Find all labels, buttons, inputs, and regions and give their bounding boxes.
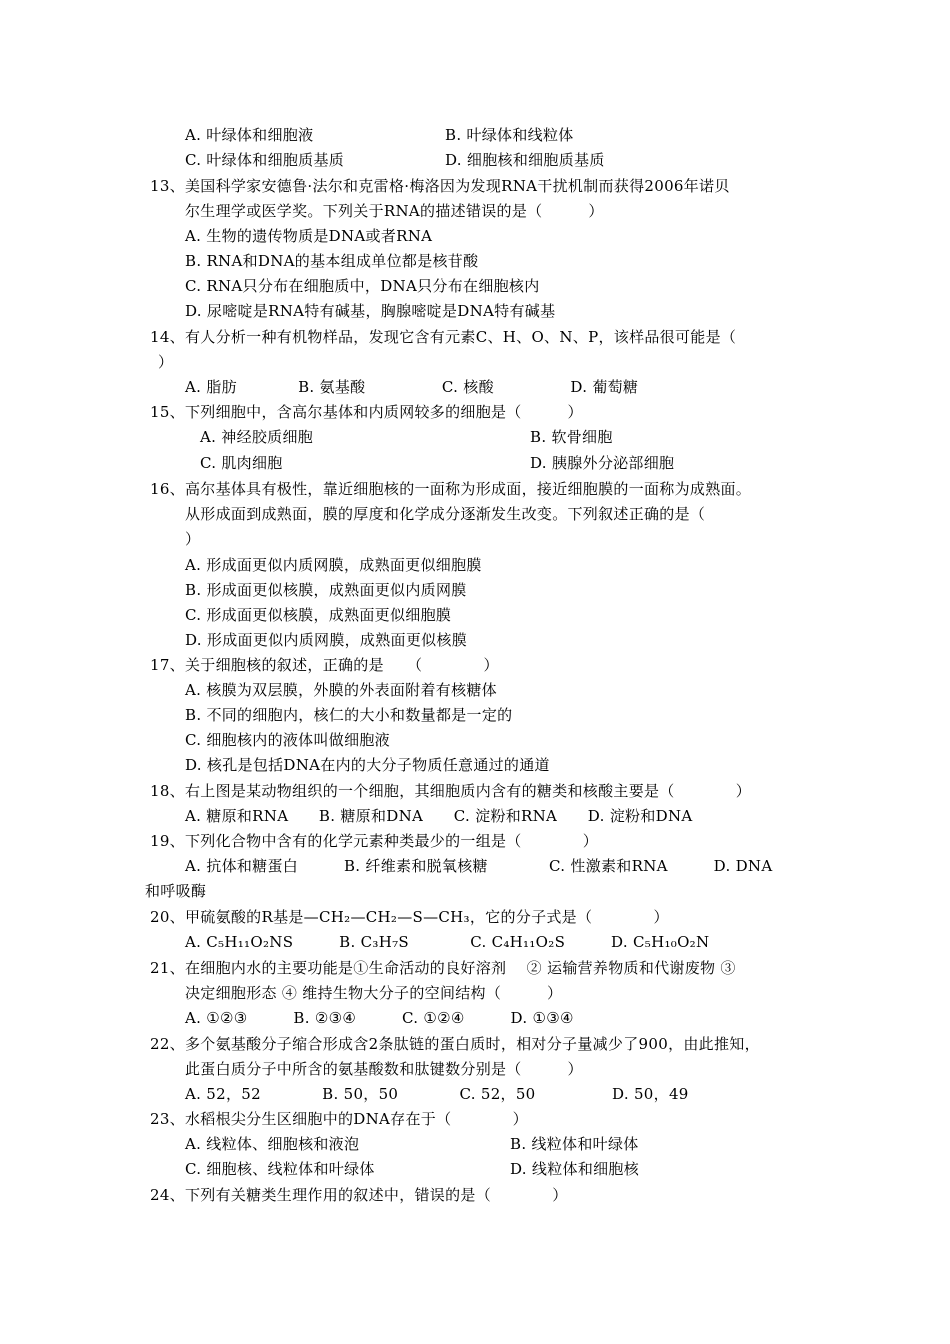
q20-stem: 20、甲硫氨酸的R基是—CH₂—CH₂—S—CH₃，它的分子式是（ ） — [150, 908, 669, 926]
q16-option-c: C. 形成面更似核膜，成熟面更似细胞膜 — [185, 606, 452, 624]
q21-options: A. ①②③ B. ②③④ C. ①②④ D. ①③④ — [185, 1009, 574, 1027]
q22-options: A. 52，52 B. 50，50 C. 52，50 D. 50，49 — [185, 1085, 689, 1103]
q23-option-a: A. 线粒体、细胞核和液泡 — [185, 1135, 360, 1153]
q13-option-a: A. 生物的遗传物质是DNA或者RNA — [185, 227, 433, 245]
q16-stem-line3: ） — [185, 530, 201, 548]
q17-option-a: A. 核膜为双层膜，外膜的外表面附着有核糖体 — [185, 681, 497, 699]
q17-stem: 17、关于细胞核的叙述，正确的是 （ ） — [150, 656, 499, 674]
q15-option-b: B. 软骨细胞 — [530, 428, 613, 446]
q13-stem-line1: 13、美国科学家安德鲁·法尔和克雷格·梅洛因为发现RNA干扰机制而获得2006年诺贝 — [150, 177, 730, 195]
q24-stem: 24、下列有关糖类生理作用的叙述中，错误的是（ ） — [150, 1186, 568, 1204]
q16-stem-line2: 从形成面到成熟面，膜的厚度和化学成分逐渐发生改变。下列叙述正确的是（ — [185, 505, 706, 523]
q17-option-b: B. 不同的细胞内，核仁的大小和数量都是一定的 — [185, 706, 513, 724]
q19-stem: 19、下列化合物中含有的化学元素种类最少的一组是（ ） — [150, 832, 599, 850]
q14-stem-line2: ） — [158, 353, 174, 371]
q18-stem: 18、右上图是某动物组织的一个细胞，其细胞质内含有的糖类和核酸主要是（ ） — [150, 782, 752, 800]
q18-options: A. 糖原和RNA B. 糖原和DNA C. 淀粉和RNA D. 淀粉和DNA — [185, 807, 693, 825]
q13-option-c: C. RNA只分布在细胞质中，DNA只分布在细胞核内 — [185, 277, 540, 295]
q21-stem-line2: 决定细胞形态 ④ 维持生物大分子的空间结构（ ） — [185, 984, 563, 1002]
q13-option-d: D. 尿嘧啶是RNA特有碱基，胸腺嘧啶是DNA特有碱基 — [185, 302, 556, 320]
q15-option-d: D. 胰腺外分泌部细胞 — [530, 454, 675, 472]
q15-option-a: A. 神经胶质细胞 — [200, 428, 314, 446]
q12-option-c: C. 叶绿体和细胞质基质 — [185, 151, 345, 169]
q14-options: A. 脂肪 B. 氨基酸 C. 核酸 D. 葡萄糖 — [185, 378, 639, 396]
q23-option-d: D. 线粒体和细胞核 — [510, 1160, 640, 1178]
q19-options: A. 抗体和糖蛋白 B. 纤维素和脱氧核糖 C. 性激素和RNA D. DNA — [185, 857, 773, 875]
q15-stem: 15、下列细胞中，含高尔基体和内质网较多的细胞是（ ） — [150, 403, 583, 421]
q16-option-b: B. 形成面更似核膜，成熟面更似内质网膜 — [185, 581, 467, 599]
q23-option-c: C. 细胞核、线粒体和叶绿体 — [185, 1160, 375, 1178]
q16-stem-line1: 16、高尔基体具有极性，靠近细胞核的一面称为形成面，接近细胞膜的一面称为成熟面。 — [150, 480, 752, 498]
q13-stem-line2: 尔生理学或医学奖。下列关于RNA的描述错误的是（ ） — [185, 202, 604, 220]
q13-option-b: B. RNA和DNA的基本组成单位都是核苷酸 — [185, 252, 479, 270]
q19-options-wrap: 和呼吸酶 — [145, 882, 207, 900]
q22-stem-line2: 此蛋白质分子中所含的氨基酸数和肽键数分别是（ ） — [185, 1060, 583, 1078]
q17-option-d: D. 核孔是包括DNA在内的大分子物质任意通过的通道 — [185, 756, 550, 774]
q12-option-b: B. 叶绿体和线粒体 — [445, 126, 574, 144]
q23-option-b: B. 线粒体和叶绿体 — [510, 1135, 639, 1153]
q16-option-a: A. 形成面更似内质网膜，成熟面更似细胞膜 — [185, 556, 482, 574]
q16-option-d: D. 形成面更似内质网膜，成熟面更似核膜 — [185, 631, 468, 649]
q22-stem-line1: 22、多个氨基酸分子缩合形成含2条肽链的蛋白质时，相对分子量减少了900，由此推知， — [150, 1035, 760, 1053]
q15-option-c: C. 肌肉细胞 — [200, 454, 283, 472]
q12-option-a: A. 叶绿体和细胞液 — [185, 126, 314, 144]
q14-stem-line1: 14、有人分析一种有机物样品，发现它含有元素C、H、O、N、P，该样品很可能是（ — [150, 328, 737, 346]
q12-option-d: D. 细胞核和细胞质基质 — [445, 151, 605, 169]
q17-option-c: C. 细胞核内的液体叫做细胞液 — [185, 731, 390, 749]
q20-options: A. C₅H₁₁O₂NS B. C₃H₇S C. C₄H₁₁O₂S D. C₅H₁₀O₂N — [185, 933, 710, 951]
q21-stem-line1: 21、在细胞内水的主要功能是①生命活动的良好溶剂 ② 运输营养物质和代谢废物 ③ — [150, 959, 736, 977]
q23-stem: 23、水稻根尖分生区细胞中的DNA存在于（ ） — [150, 1110, 528, 1128]
